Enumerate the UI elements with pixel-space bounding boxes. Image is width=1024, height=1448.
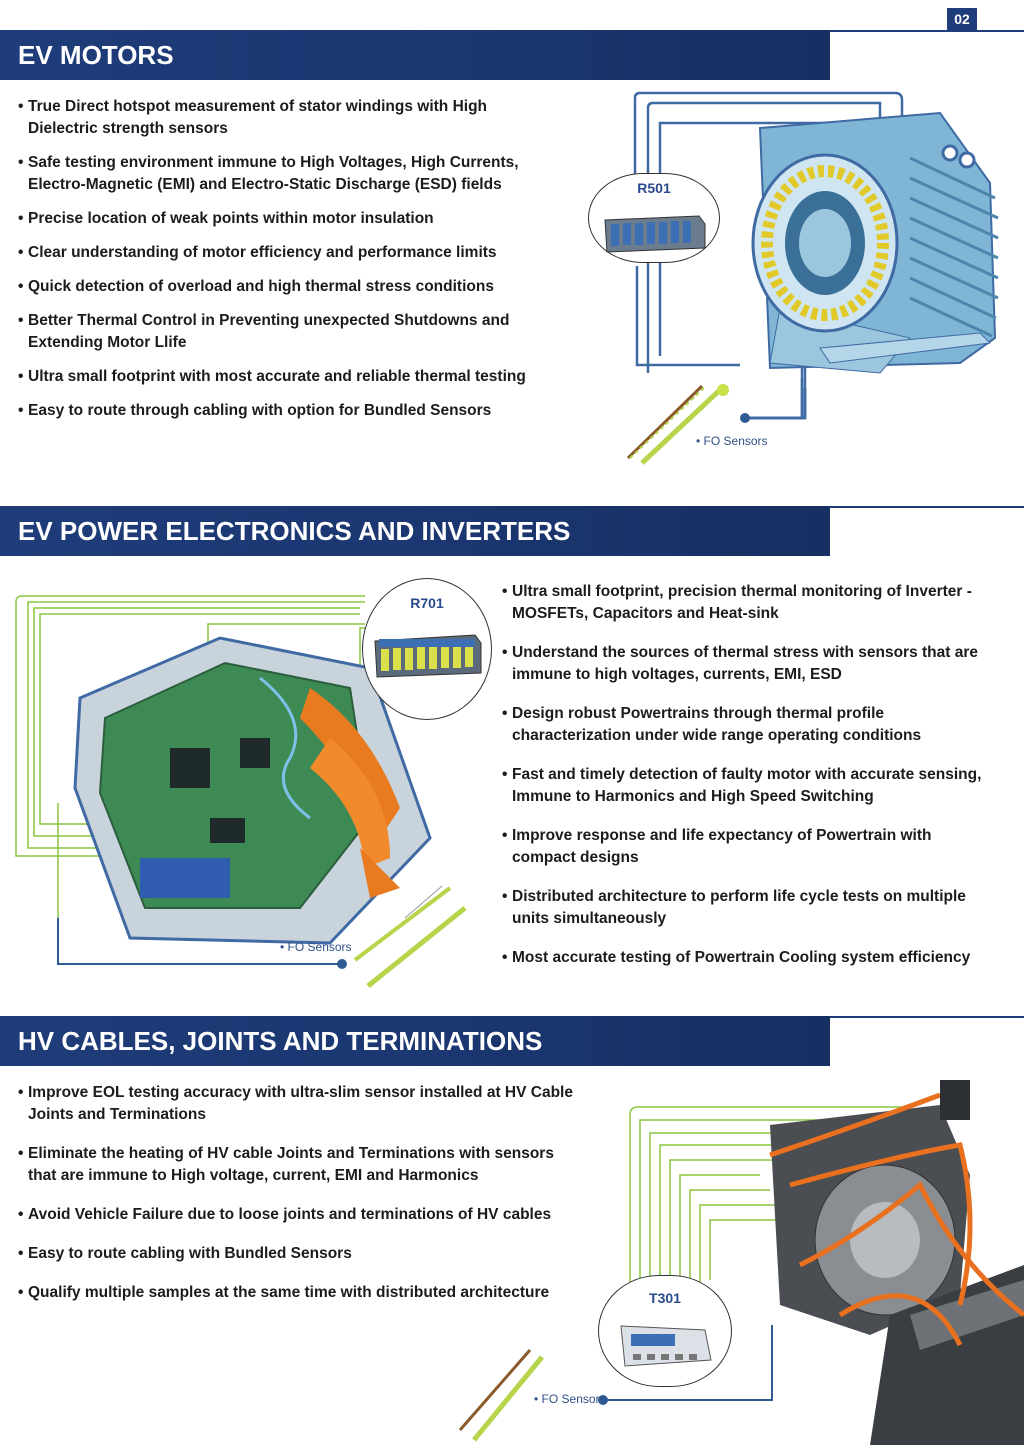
cables-fo-sensors-label: • FO Sensors bbox=[534, 1392, 606, 1406]
bullet-line: • Understand the sources of thermal stress with sensors that are bbox=[512, 644, 978, 661]
bullet-item bbox=[18, 208, 578, 230]
bullet-line: • Better Thermal Control in Preventing unexpected Shutdowns and bbox=[28, 312, 510, 329]
bullet-item bbox=[502, 642, 1017, 686]
bullet-line: • Clear understanding of motor efficiency and performance limits bbox=[28, 244, 497, 261]
r501-label: R501 bbox=[637, 180, 671, 196]
r701-label: R701 bbox=[410, 595, 444, 611]
bullet-line: • Design robust Powertrains through thermal profile bbox=[512, 705, 885, 722]
power-rule bbox=[830, 506, 1024, 508]
hv-cables-figure bbox=[440, 1065, 1024, 1445]
bullet-line: • Ultra small footprint, precision thermal monitoring of Inverter - bbox=[512, 583, 972, 600]
bullet-item bbox=[18, 242, 578, 264]
bullet-item bbox=[502, 764, 1017, 808]
bullet-item bbox=[18, 310, 578, 354]
bullet-line: Immune to Harmonics and High Speed Switching bbox=[512, 788, 874, 805]
bullet-line: that are immune to High voltage, current, EMI and Harmonics bbox=[28, 1167, 479, 1184]
bullet-line: • Most accurate testing of Powertrain Cooling system efficiency bbox=[512, 949, 971, 966]
bullet-line: • Improve response and life expectancy of Powertrain with bbox=[512, 827, 932, 844]
bullet-line: immune to high voltages, currents, EMI, ESD bbox=[512, 666, 842, 683]
r701-device-circle bbox=[362, 578, 492, 720]
bullet-line: • True Direct hotspot measurement of stator windings with High bbox=[28, 98, 488, 115]
bullet-line: • Avoid Vehicle Failure due to loose joints and terminations of HV cables bbox=[28, 1206, 552, 1223]
t301-device-circle bbox=[598, 1275, 732, 1387]
bullet-item bbox=[502, 581, 1017, 625]
power-bullet-list bbox=[502, 581, 1017, 969]
bullet-line: MOSFETs, Capacitors and Heat-sink bbox=[512, 605, 779, 622]
power-fo-sensors-label: • FO Sensors bbox=[280, 940, 352, 954]
section-title-motors: EV MOTORS bbox=[0, 30, 830, 80]
bullet-item bbox=[18, 276, 578, 298]
section-title-power: EV POWER ELECTRONICS AND INVERTERS bbox=[0, 506, 830, 556]
r501-device-icon bbox=[599, 212, 709, 254]
bullet-item bbox=[18, 96, 578, 140]
bullet-line: Electro-Magnetic (EMI) and Electro-Static Discharge (ESD) fields bbox=[28, 176, 502, 193]
bullet-line: • Easy to route through cabling with option for Bundled Sensors bbox=[28, 402, 492, 419]
bullet-item bbox=[502, 947, 1017, 969]
bullet-line: • Precise location of weak points within motor insulation bbox=[28, 210, 434, 227]
bullet-line: Dielectric strength sensors bbox=[28, 120, 228, 137]
bullet-line: units simultaneously bbox=[512, 910, 667, 927]
bullet-item bbox=[502, 703, 1017, 747]
bullet-line: • Distributed architecture to perform life cycle tests on multiple bbox=[512, 888, 966, 905]
bullet-line: • Eliminate the heating of HV cable Joints and Terminations with sensors bbox=[28, 1145, 554, 1162]
motor-figure bbox=[580, 88, 1024, 468]
header-rule bbox=[830, 30, 1024, 32]
bullet-line: • Quick detection of overload and high thermal stress conditions bbox=[28, 278, 494, 295]
t301-label: T301 bbox=[649, 1290, 681, 1306]
motors-fo-sensors-label: • FO Sensors bbox=[696, 434, 768, 448]
bullet-line: compact designs bbox=[512, 849, 639, 866]
bullet-item bbox=[502, 886, 1017, 930]
bullet-item bbox=[502, 825, 1017, 869]
bullet-line: • Qualify multiple samples at the same time with distributed architecture bbox=[28, 1284, 550, 1301]
bullet-line: • Easy to route cabling with Bundled Sensors bbox=[28, 1245, 352, 1262]
bullet-line: • Fast and timely detection of faulty motor with accurate sensing, bbox=[512, 766, 982, 783]
page-number: 02 bbox=[947, 8, 977, 30]
bullet-line: • Ultra small footprint with most accurate and reliable thermal testing bbox=[28, 368, 526, 385]
bullet-line: characterization under wide range operating conditions bbox=[512, 727, 922, 744]
bullet-line: Joints and Terminations bbox=[28, 1106, 206, 1123]
t301-device-icon bbox=[615, 1320, 715, 1372]
bullet-item bbox=[18, 400, 578, 422]
cables-rule bbox=[830, 1016, 1024, 1018]
bullet-item bbox=[18, 152, 578, 196]
r701-device-icon bbox=[371, 631, 483, 681]
motors-bullet-list bbox=[18, 96, 578, 422]
bullet-line: • Improve EOL testing accuracy with ultra-slim sensor installed at HV Cable bbox=[28, 1084, 573, 1101]
r501-device-circle bbox=[588, 173, 720, 263]
bullet-line: • Safe testing environment immune to High Voltages, High Currents, bbox=[28, 154, 519, 171]
bullet-line: Extending Motor Llife bbox=[28, 334, 187, 351]
section-title-cables: HV CABLES, JOINTS AND TERMINATIONS bbox=[0, 1016, 830, 1066]
bullet-item bbox=[18, 366, 578, 388]
